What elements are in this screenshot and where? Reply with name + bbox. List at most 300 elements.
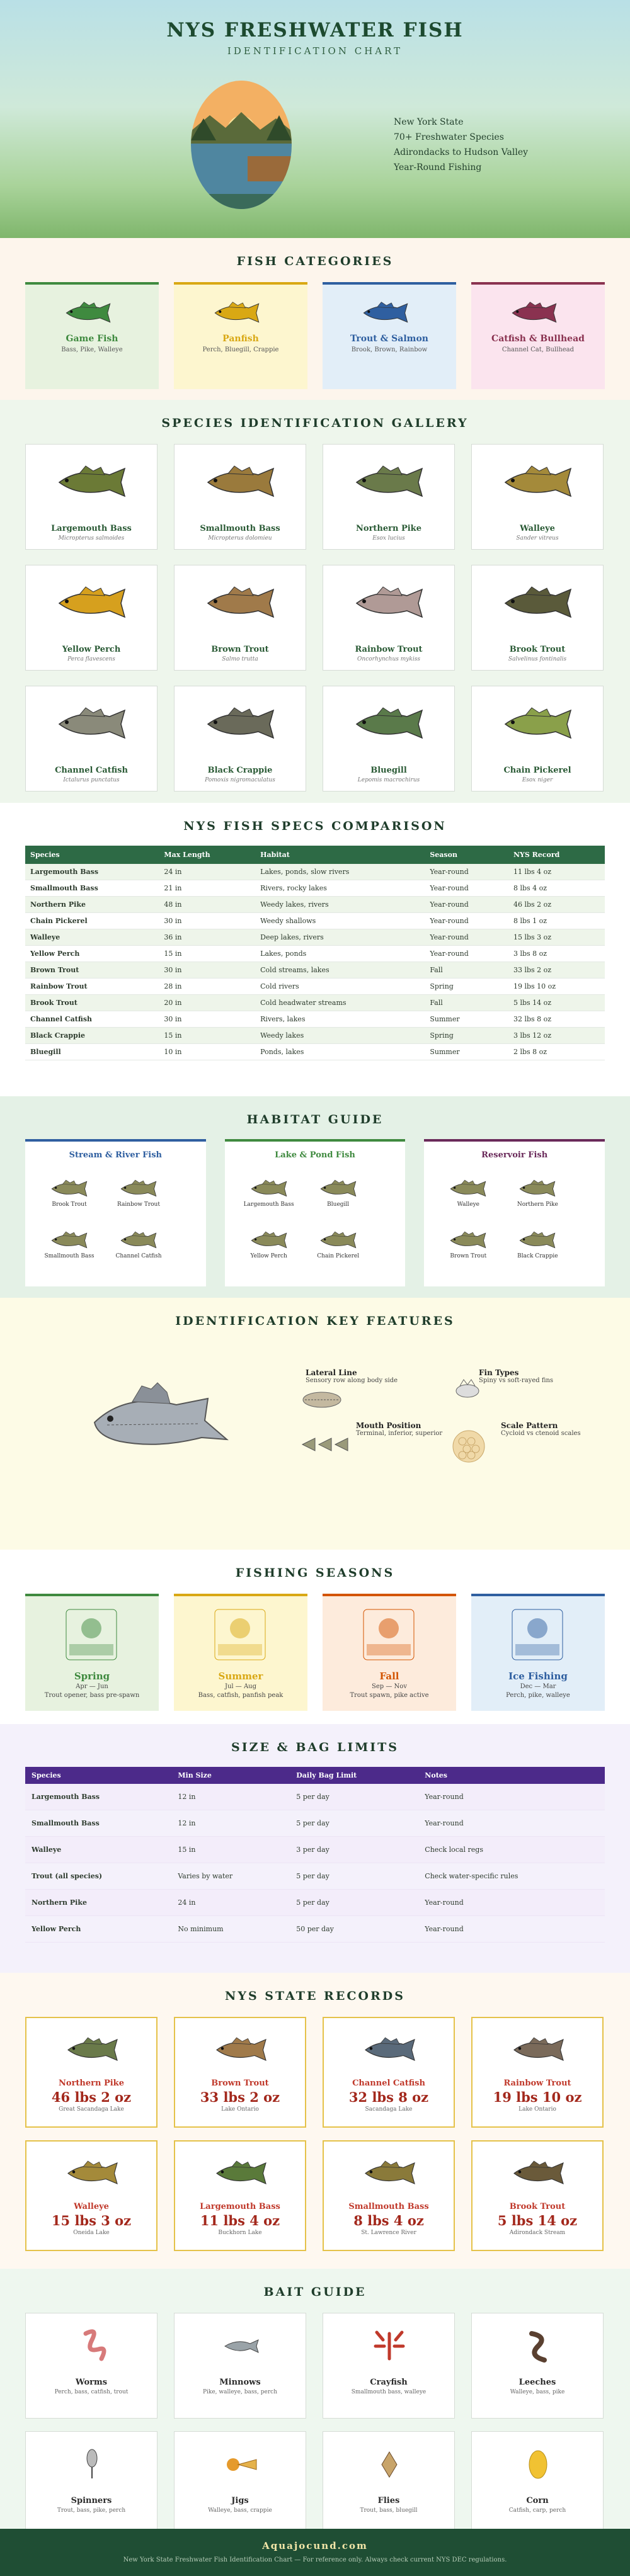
scale-pattern-icon <box>452 1430 485 1463</box>
habitat-fish <box>509 1230 566 1259</box>
species-name: Largemouth Bass <box>51 524 132 533</box>
table-cell: Walleye <box>25 1837 171 1863</box>
species-name: Channel Catfish <box>55 766 128 775</box>
season-row <box>0 1594 630 1711</box>
bait-section <box>0 2269 630 2529</box>
species-name: Bluegill <box>370 766 407 775</box>
species-card[interactable] <box>323 565 455 671</box>
bait-name: Jigs <box>231 2496 249 2505</box>
table-row <box>25 979 605 995</box>
footer-note: New York State Freshwater Fish Identification Chart — For reference only. Always check current NYS DEC regulations. <box>123 2556 507 2563</box>
species-name: Black Crappie <box>207 766 273 775</box>
record-species: Rainbow Trout <box>503 2079 571 2088</box>
section-title: FISH CATEGORIES <box>236 254 394 268</box>
record-location: Oneida Lake <box>73 2230 110 2236</box>
record-card[interactable] <box>323 2140 455 2251</box>
habitat-fish-icon <box>448 1230 488 1251</box>
record-fish-icon <box>510 2036 567 2064</box>
season-scene-icon <box>360 1606 417 1663</box>
table-cell: Spring <box>425 979 508 995</box>
habitat-fish <box>310 1230 367 1259</box>
feature-lateral-line <box>306 1368 406 1384</box>
category-card[interactable] <box>323 282 456 389</box>
season-card[interactable] <box>25 1594 159 1711</box>
species-gallery <box>0 444 630 792</box>
table-cell: 5 per day <box>290 1784 418 1810</box>
season-desc: Bass, catfish, panfish peak <box>198 1692 284 1699</box>
bait-card[interactable] <box>25 2431 158 2529</box>
bait-sub: Trout, bass, bluegill <box>360 2507 418 2514</box>
species-fish-icon <box>54 705 130 743</box>
season-name: Ice Fishing <box>508 1671 568 1682</box>
category-card[interactable] <box>174 282 307 389</box>
habitat-card <box>424 1139 605 1286</box>
species-fish-icon <box>352 584 427 622</box>
table-cell: Cold streams, lakes <box>255 962 425 979</box>
table-cell: 5 per day <box>290 1890 418 1916</box>
section-title: SPECIES IDENTIFICATION GALLERY <box>161 416 469 430</box>
species-fish-icon <box>54 463 130 501</box>
table-header: Species <box>25 846 159 864</box>
key-features-section <box>0 1298 630 1550</box>
anatomy-fish-illustration <box>82 1373 233 1468</box>
bait-flies-icon <box>370 2446 408 2483</box>
species-card[interactable] <box>471 565 604 671</box>
record-species: Channel Catfish <box>352 2079 425 2088</box>
record-card[interactable] <box>174 2140 306 2251</box>
table-cell: 8 lbs 4 oz <box>508 880 605 897</box>
table-cell: Fall <box>425 962 508 979</box>
habitat-fish-icon <box>448 1178 488 1200</box>
table-cell: Year-round <box>418 1916 605 1943</box>
habitat-fish-icon <box>49 1230 89 1251</box>
table-cell: No minimum <box>171 1916 290 1943</box>
table-cell: 30 in <box>159 913 255 929</box>
bait-sub: Smallmouth bass, walleye <box>351 2389 427 2395</box>
category-sub: Channel Cat, Bullhead <box>501 346 575 353</box>
table-cell: 5 per day <box>290 1810 418 1837</box>
species-card[interactable] <box>25 565 158 671</box>
bait-leeches-icon <box>519 2327 557 2365</box>
table-cell: 19 lbs 10 oz <box>508 979 605 995</box>
feature-desc: Terminal, inferior, superior <box>356 1430 443 1437</box>
bait-sub: Perch, bass, catfish, trout <box>54 2389 129 2395</box>
bait-card[interactable] <box>174 2431 306 2529</box>
table-cell: Cold headwater streams <box>255 995 425 1011</box>
season-card[interactable] <box>323 1594 456 1711</box>
habitat-fish-icon <box>49 1178 89 1200</box>
species-scientific-name: Esox lucius <box>372 535 405 542</box>
feature-name: Lateral Line <box>306 1368 357 1377</box>
season-name: Summer <box>218 1671 263 1682</box>
table-cell: Summer <box>425 1044 508 1060</box>
category-sub: Bass, Pike, Walleye <box>61 346 123 353</box>
record-location: St. Lawrence River <box>361 2230 416 2236</box>
category-fish-icon <box>212 300 262 326</box>
bait-sub: Trout, bass, pike, perch <box>57 2507 126 2514</box>
table-cell: 3 lbs 12 oz <box>508 1028 605 1044</box>
species-card[interactable] <box>174 444 306 550</box>
habitat-fish-name: Brook Trout <box>52 1201 87 1208</box>
species-name: Walleye <box>520 524 555 533</box>
category-row <box>0 282 630 389</box>
species-scientific-name: Lepomis macrochirus <box>357 777 420 783</box>
table-cell: 12 in <box>171 1784 290 1810</box>
season-months: Jul — Aug <box>224 1683 257 1690</box>
seasons-section <box>0 1550 630 1724</box>
species-card[interactable] <box>25 686 158 792</box>
species-scientific-name: Sander vitreus <box>516 535 559 542</box>
season-scene-icon <box>63 1606 120 1663</box>
feature-name: Scale Pattern <box>501 1421 558 1430</box>
habitat-fish-name: Northern Pike <box>517 1201 558 1208</box>
record-card[interactable] <box>471 2017 604 2128</box>
habitat-fish-icon <box>318 1178 358 1200</box>
section-title: SIZE & BAG LIMITS <box>231 1740 399 1754</box>
record-species: Brown Trout <box>211 2079 269 2088</box>
table-cell: Ponds, lakes <box>255 1044 425 1060</box>
feature-desc: Cycloid vs ctenoid scales <box>501 1430 581 1437</box>
table-row <box>25 1837 605 1863</box>
table-cell: Year-round <box>418 1890 605 1916</box>
table-cell: 12 in <box>171 1810 290 1837</box>
bait-sub: Pike, walleye, bass, perch <box>202 2389 278 2395</box>
table-cell: Bluegill <box>25 1044 159 1060</box>
table-cell: Summer <box>425 1011 508 1028</box>
specs-section <box>0 803 630 1096</box>
category-name: Panfish <box>222 334 259 344</box>
season-months: Sep — Nov <box>372 1683 407 1690</box>
season-card[interactable] <box>471 1594 605 1711</box>
table-cell: Year-round <box>425 929 508 946</box>
fin-types-icon <box>454 1378 481 1401</box>
header-facts <box>394 115 528 175</box>
table-header: Season <box>425 846 508 864</box>
table-cell: Yellow Perch <box>25 1916 171 1943</box>
bait-name: Corn <box>526 2496 549 2505</box>
habitat-fish-icon <box>249 1178 289 1200</box>
season-card[interactable] <box>174 1594 307 1711</box>
category-name: Game Fish <box>66 334 118 344</box>
table-cell: Brown Trout <box>25 962 159 979</box>
habitat-fish-name: Brown Trout <box>450 1253 487 1259</box>
table-header: Habitat <box>255 846 425 864</box>
category-name: Catfish & Bullhead <box>491 334 585 344</box>
species-fish-icon <box>54 584 130 622</box>
record-species: Largemouth Bass <box>200 2202 280 2211</box>
feature-mouth-position <box>356 1421 457 1437</box>
bait-grid <box>0 2313 630 2529</box>
species-fish-icon <box>203 584 278 622</box>
table-cell: Largemouth Bass <box>25 864 159 880</box>
table-row <box>25 995 605 1011</box>
table-cell: 15 in <box>171 1837 290 1863</box>
table-cell: Year-round <box>418 1784 605 1810</box>
table-row <box>25 946 605 962</box>
bait-sub: Walleye, bass, pike <box>510 2389 565 2395</box>
habitat-fish-name: Rainbow Trout <box>117 1201 160 1208</box>
page-subtitle: IDENTIFICATION CHART <box>227 45 403 57</box>
table-cell: 24 in <box>159 864 255 880</box>
records-grid <box>0 2017 630 2251</box>
section-title: FISHING SEASONS <box>235 1566 395 1580</box>
season-months: Dec — Mar <box>520 1683 556 1690</box>
table-header: Max Length <box>159 846 255 864</box>
bait-sub: Walleye, bass, crappie <box>208 2507 272 2514</box>
table-cell: Chain Pickerel <box>25 913 159 929</box>
season-scene-icon <box>509 1606 566 1663</box>
bait-card[interactable] <box>471 2431 604 2529</box>
record-weight: 11 lbs 4 oz <box>200 2213 280 2228</box>
section-title: BAIT GUIDE <box>263 2285 367 2299</box>
lateral-line-icon <box>302 1391 341 1409</box>
footer-brand[interactable]: Aquajocund.com <box>262 2540 368 2551</box>
habitat-fish <box>509 1178 566 1208</box>
footer <box>0 2529 630 2576</box>
bait-card[interactable] <box>471 2313 604 2419</box>
fact-item: Year-Round Fishing <box>394 162 482 173</box>
table-cell: 30 in <box>159 962 255 979</box>
species-fish-icon <box>500 705 576 743</box>
species-card[interactable] <box>174 565 306 671</box>
species-scientific-name: Oncorhynchus mykiss <box>357 656 420 662</box>
record-weight: 33 lbs 2 oz <box>200 2089 280 2105</box>
habitat-fish <box>110 1230 167 1259</box>
species-scientific-name: Pomoxis nigromaculatus <box>205 777 275 783</box>
species-name: Northern Pike <box>356 524 421 533</box>
species-card[interactable] <box>471 686 604 792</box>
bait-name: Crayfish <box>370 2378 408 2387</box>
table-header: Daily Bag Limit <box>290 1767 418 1784</box>
record-weight: 15 lbs 3 oz <box>51 2213 132 2228</box>
record-weight: 5 lbs 14 oz <box>497 2213 578 2228</box>
record-fish-icon <box>362 2036 418 2064</box>
table-cell: Northern Pike <box>25 1890 171 1916</box>
season-name: Spring <box>74 1671 110 1682</box>
record-weight: 19 lbs 10 oz <box>493 2089 582 2105</box>
table-row <box>25 864 605 880</box>
table-cell: 30 in <box>159 1011 255 1028</box>
record-card[interactable] <box>25 2017 158 2128</box>
table-cell: Year-round <box>425 913 508 929</box>
table-cell: Brook Trout <box>25 995 159 1011</box>
bait-name: Minnows <box>219 2378 261 2387</box>
category-card[interactable] <box>471 282 605 389</box>
table-cell: Lakes, ponds, slow rivers <box>255 864 425 880</box>
table-row <box>25 897 605 913</box>
feature-scale-pattern <box>501 1421 602 1437</box>
categories-section <box>0 238 630 400</box>
table-cell: 5 lbs 14 oz <box>508 995 605 1011</box>
table-cell: Year-round <box>425 864 508 880</box>
bait-spinners-icon <box>73 2446 111 2483</box>
habitat-fish <box>440 1230 496 1259</box>
record-weight: 32 lbs 8 oz <box>348 2089 429 2105</box>
record-card[interactable] <box>323 2017 455 2128</box>
table-cell: Varies by water <box>171 1863 290 1890</box>
species-card[interactable] <box>471 444 604 550</box>
species-card[interactable] <box>25 444 158 550</box>
table-cell: Year-round <box>425 946 508 962</box>
habitat-fish <box>41 1178 98 1208</box>
table-cell: Weedy lakes <box>255 1028 425 1044</box>
bait-card[interactable] <box>25 2313 158 2419</box>
habitat-fish-icon <box>249 1230 289 1251</box>
table-cell: Rainbow Trout <box>25 979 159 995</box>
record-weight: 8 lbs 4 oz <box>353 2213 424 2228</box>
table-cell: 50 per day <box>290 1916 418 1943</box>
record-weight: 46 lbs 2 oz <box>51 2089 132 2105</box>
habitat-fish <box>310 1178 367 1208</box>
table-cell: 3 per day <box>290 1837 418 1863</box>
habitat-fish-icon <box>318 1230 358 1251</box>
habitat-fish <box>241 1178 297 1208</box>
record-card[interactable] <box>25 2140 158 2251</box>
table-cell: 3 lbs 8 oz <box>508 946 605 962</box>
season-name: Fall <box>379 1671 399 1682</box>
table-cell: Smallmouth Bass <box>25 880 159 897</box>
table-cell: 15 in <box>159 946 255 962</box>
record-fish-icon <box>510 2159 567 2187</box>
habitat-fish-name: Yellow Perch <box>250 1253 287 1259</box>
habitat-fish-name: Bluegill <box>327 1201 350 1208</box>
record-fish-icon <box>64 2036 121 2064</box>
species-scientific-name: Perca flavescens <box>67 656 115 662</box>
table-row <box>25 1916 605 1943</box>
category-fish-icon <box>63 300 113 326</box>
habitat-fish-name: Channel Catfish <box>115 1253 162 1259</box>
record-species: Smallmouth Bass <box>348 2202 429 2211</box>
fact-item: Adirondacks to Hudson Valley <box>394 147 529 157</box>
table-cell: Trout (all species) <box>25 1863 171 1890</box>
bait-sub: Catfish, carp, perch <box>508 2507 566 2514</box>
table-cell: 10 in <box>159 1044 255 1060</box>
species-scientific-name: Salvelinus fontinalis <box>508 656 567 662</box>
feature-name: Mouth Position <box>356 1421 421 1430</box>
species-scientific-name: Salmo trutta <box>222 656 258 662</box>
record-species: Northern Pike <box>59 2079 124 2088</box>
record-card[interactable] <box>174 2017 306 2128</box>
feature-fin-types <box>479 1368 580 1384</box>
species-fish-icon <box>500 584 576 622</box>
bait-name: Flies <box>377 2496 400 2505</box>
habitat-fish <box>440 1178 496 1208</box>
section-title: NYS FISH SPECS COMPARISON <box>183 819 447 833</box>
table-cell: 15 lbs 3 oz <box>508 929 605 946</box>
species-name: Brook Trout <box>509 645 566 654</box>
bait-card[interactable] <box>323 2431 455 2529</box>
bait-card[interactable] <box>323 2313 455 2419</box>
species-fish-icon <box>203 705 278 743</box>
category-fish-icon <box>360 300 411 326</box>
table-cell: Year-round <box>425 897 508 913</box>
table-row <box>25 1784 605 1810</box>
bait-crayfish-icon <box>370 2327 408 2365</box>
feature-desc: Spiny vs soft-rayed fins <box>479 1377 554 1384</box>
bait-minnows-icon <box>222 2327 260 2365</box>
size-limits-section <box>0 1724 630 1973</box>
table-cell: 48 in <box>159 897 255 913</box>
species-card[interactable] <box>323 686 455 792</box>
season-desc: Trout spawn, pike active <box>350 1692 429 1699</box>
habitat-card <box>25 1139 206 1286</box>
table-cell: 28 in <box>159 979 255 995</box>
table-row <box>25 962 605 979</box>
table-row <box>25 929 605 946</box>
table-cell: Largemouth Bass <box>25 1784 171 1810</box>
species-scientific-name: Micropterus salmoides <box>58 535 125 542</box>
record-card[interactable] <box>471 2140 604 2251</box>
table-cell: Cold rivers <box>255 979 425 995</box>
bait-name: Worms <box>75 2378 108 2387</box>
habitat-name: Stream & River Fish <box>69 1150 163 1160</box>
table-cell: Deep lakes, rivers <box>255 929 425 946</box>
habitat-name: Reservoir Fish <box>481 1150 548 1160</box>
record-fish-icon <box>64 2159 121 2187</box>
species-scientific-name: Ictalurus punctatus <box>63 777 120 783</box>
section-title: HABITAT GUIDE <box>246 1113 384 1126</box>
fact-item: 70+ Freshwater Species <box>394 132 504 142</box>
table-cell: Smallmouth Bass <box>25 1810 171 1837</box>
lake-scene-illustration <box>191 81 292 210</box>
page-title: NYS FRESHWATER FISH <box>166 19 464 42</box>
season-desc: Trout opener, bass pre-spawn <box>44 1692 140 1699</box>
species-scientific-name: Micropterus dolomieu <box>208 535 272 542</box>
table-cell: 33 lbs 2 oz <box>508 962 605 979</box>
table-row <box>25 1011 605 1028</box>
bait-name: Leeches <box>518 2378 556 2387</box>
feature-name: Fin Types <box>479 1368 519 1377</box>
table-cell: 15 in <box>159 1028 255 1044</box>
species-scientific-name: Esox niger <box>522 777 553 783</box>
fact-item: New York State <box>394 117 464 127</box>
habitat-fish-name: Largemouth Bass <box>243 1201 294 1208</box>
table-cell: Lakes, ponds <box>255 946 425 962</box>
habitat-fish-name: Smallmouth Bass <box>44 1253 94 1259</box>
record-location: Lake Ontario <box>518 2106 556 2113</box>
habitat-fish <box>41 1230 98 1259</box>
record-fish-icon <box>213 2036 270 2064</box>
bait-corn-icon <box>519 2446 557 2483</box>
habitat-card <box>225 1139 406 1286</box>
table-header: Notes <box>418 1767 605 1784</box>
species-name: Yellow Perch <box>62 645 121 654</box>
species-fish-icon <box>352 463 427 501</box>
table-cell: Yellow Perch <box>25 946 159 962</box>
category-sub: Brook, Brown, Rainbow <box>351 346 428 353</box>
season-scene-icon <box>212 1606 268 1663</box>
habitat-fish-icon <box>118 1230 159 1251</box>
table-cell: Check water-specific rules <box>418 1863 605 1890</box>
table-row <box>25 1044 605 1060</box>
bait-card[interactable] <box>174 2313 306 2419</box>
table-row <box>25 1863 605 1890</box>
species-name: Brown Trout <box>211 645 269 654</box>
table-cell: 5 per day <box>290 1863 418 1890</box>
section-title: NYS STATE RECORDS <box>225 1989 405 2003</box>
record-fish-icon <box>362 2159 418 2187</box>
habitat-fish-icon <box>517 1230 558 1251</box>
specs-table <box>25 846 605 1060</box>
species-card[interactable] <box>174 686 306 792</box>
table-cell: 11 lbs 4 oz <box>508 864 605 880</box>
bait-name: Spinners <box>71 2496 112 2505</box>
habitat-fish <box>110 1178 167 1208</box>
category-card[interactable] <box>25 282 159 389</box>
feature-desc: Sensory row along body side <box>306 1377 398 1384</box>
table-header: Min Size <box>171 1767 290 1784</box>
species-card[interactable] <box>323 444 455 550</box>
